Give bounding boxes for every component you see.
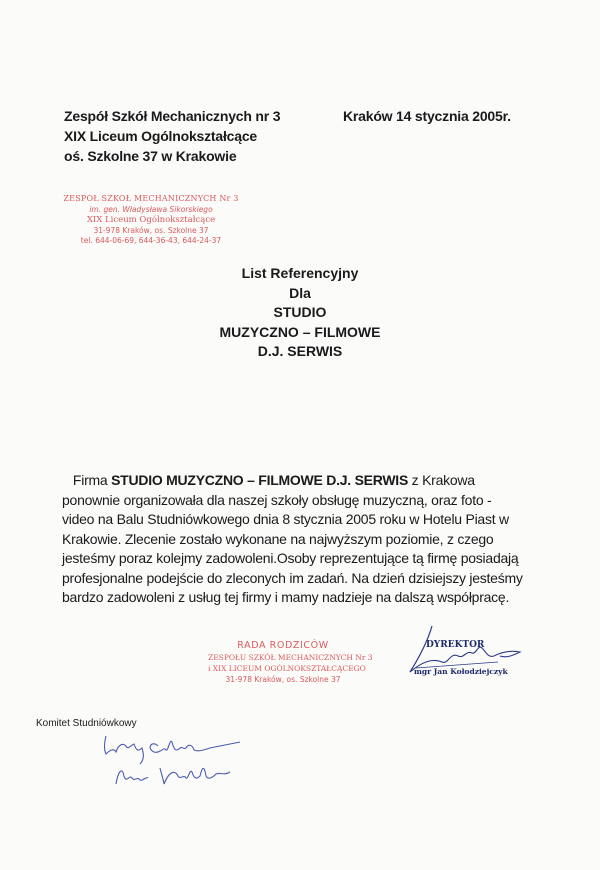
title-line-1: List Referencyjny bbox=[241, 265, 359, 281]
title-line-3: STUDIO bbox=[273, 304, 327, 320]
council-stamp-line-2: ZESPOŁU SZKÓŁ MECHANICZNYCH Nr 3 bbox=[208, 653, 373, 662]
title-line-2: Dla bbox=[289, 284, 311, 301]
body-line-5: jesteśmy poraz kolejmy zadowoleni.Osoby reprezentujące tą firmę posiadają bbox=[62, 550, 519, 566]
school-stamp-line-4: 31-978 Kraków, os. Szkolne 37 bbox=[93, 226, 209, 235]
title-line-4: MUZYCZNO – FILMOWE bbox=[219, 323, 381, 340]
council-stamp-line-4: 31-978 Kraków, os. Szkolne 37 bbox=[225, 675, 341, 684]
body-line-3: video na Balu Studniówkowego dnia 8 stycznia 2005 roku w Hotelu Piast w bbox=[62, 511, 509, 527]
school-stamp-line-3: XIX Liceum Ogólnokształcące bbox=[86, 215, 216, 225]
body-line-6: profesjonalne podejście do zleconych im zadań. Na dzień dzisiejszy jesteśmy bbox=[62, 569, 523, 586]
school-stamp bbox=[56, 193, 246, 246]
sender-line-3: oś. Szkolne 37 w Krakowie bbox=[64, 148, 237, 164]
body-line-1 bbox=[62, 471, 532, 491]
sender-address bbox=[64, 106, 280, 166]
director-name: mgr Jan Kołodziejczyk bbox=[414, 667, 508, 676]
school-stamp-line-5: tel. 644-06-69, 644-36-43, 644-24-37 bbox=[80, 236, 222, 245]
body-line-4: Krakowie. Zlecenie zostało wykonane na najwyższym poziomie, z czego bbox=[62, 530, 494, 547]
sender-line-1: Zespół Szkół Mechanicznych nr 3 bbox=[64, 108, 281, 124]
letter-body bbox=[62, 471, 532, 608]
body-line-7: bardzo zadowoleni z usług tej firmy i mamy nadzieje na dalszą współpracę. bbox=[62, 589, 510, 605]
council-stamp-line-3: i XIX LICEUM OGÓLNOKSZTAŁCĄCEGO bbox=[208, 664, 366, 673]
council-stamp-line-1: RADA RODZICÓW bbox=[237, 640, 329, 651]
body-line-2: ponownie organizowała dla naszej szkoły obsługę muzyczną, oraz foto - bbox=[62, 491, 492, 508]
body-line-1-pre: Firma bbox=[72, 472, 112, 488]
title-line-5: D.J. SERWIS bbox=[257, 343, 343, 359]
director-title: DYREKTOR bbox=[426, 640, 485, 650]
school-stamp-line-1: ZESPÓŁ SZKÓŁ MECHANICZNYCH Nr 3 bbox=[63, 194, 239, 203]
director-stamp bbox=[402, 622, 532, 682]
sender-line-2: XIX Liceum Ogólnokształcące bbox=[64, 128, 257, 144]
school-stamp-line-2: im. gen. Władysława Sikorskiego bbox=[89, 205, 213, 214]
body-line-1-post: z Krakowa bbox=[408, 472, 475, 488]
company-name: STUDIO MUZYCZNO – FILMOWE D.J. SERWIS bbox=[111, 472, 409, 488]
letter-title bbox=[150, 264, 450, 362]
parents-council-stamp bbox=[208, 640, 373, 685]
committee-handwritten-signatures bbox=[100, 728, 270, 788]
committee-label: Komitet Studniówkowy bbox=[36, 718, 137, 729]
place-and-date: Kraków 14 stycznia 2005r. bbox=[343, 108, 511, 124]
